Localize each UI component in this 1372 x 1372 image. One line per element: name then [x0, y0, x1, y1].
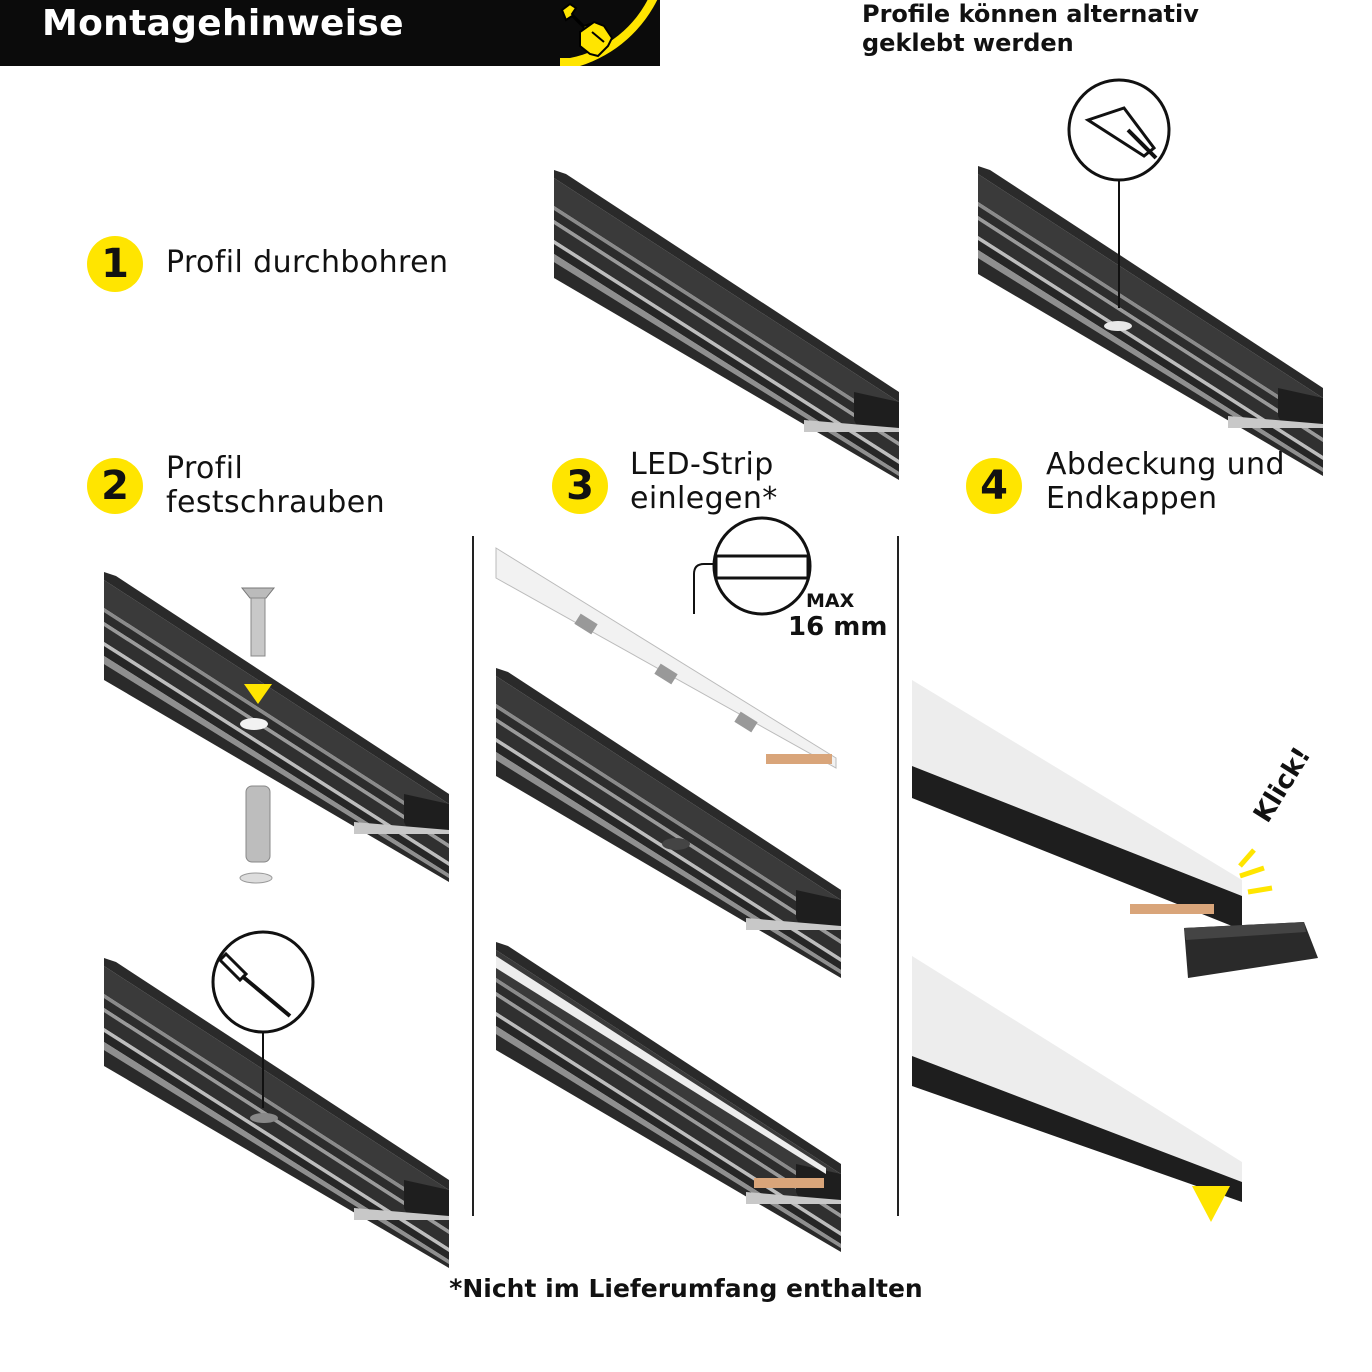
step-3-line2: einlegen*	[630, 481, 778, 516]
glue-note-line2: geklebt werden	[862, 29, 1074, 57]
step-1-line1: Profil durchbohren	[166, 245, 449, 280]
step-2-label	[166, 452, 385, 520]
profile-with-led-illustration	[496, 942, 856, 1210]
column-divider-left	[472, 536, 474, 1216]
led-width-icon	[690, 518, 814, 618]
step-3-label	[630, 448, 778, 516]
footnote: *Nicht im Lieferumfang enthalten	[449, 1274, 923, 1303]
step-1-label	[166, 246, 448, 280]
page-title: Montagehinweise	[42, 3, 404, 44]
led-max-value: 16 mm	[788, 612, 888, 642]
step-4-line2: Endkappen	[1046, 481, 1218, 516]
profile-illustration-step1	[554, 170, 899, 432]
step-3-badge: 3	[552, 458, 608, 514]
step-2-line1: Profil	[166, 451, 244, 486]
profile-cover-illustration	[912, 680, 1252, 940]
step-2-line2: festschrauben	[166, 485, 385, 520]
glue-note-line1: Profile können alternativ	[862, 0, 1199, 28]
profile-finished-illustration	[912, 956, 1252, 1226]
profile-empty-illustration	[496, 668, 856, 936]
glue-gun-icon	[1068, 80, 1172, 310]
step-4-line1: Abdeckung und	[1046, 447, 1285, 482]
klick-label: Klick!	[1248, 741, 1318, 828]
step-4-badge: 4	[966, 458, 1022, 514]
led-max-label: MAX	[806, 590, 855, 612]
screwdriver-icon	[212, 932, 316, 1110]
column-divider-right	[897, 536, 899, 1216]
click-lines-icon	[1236, 846, 1280, 896]
step-2-badge: 2	[87, 458, 143, 514]
step-4-label	[1046, 448, 1285, 516]
wrench-hand-icon	[552, 2, 622, 62]
step-1-badge: 1	[87, 236, 143, 292]
screw-and-dowel-illustration	[238, 586, 278, 886]
step-3-line1: LED-Strip	[630, 447, 774, 482]
glue-note	[862, 0, 1282, 58]
